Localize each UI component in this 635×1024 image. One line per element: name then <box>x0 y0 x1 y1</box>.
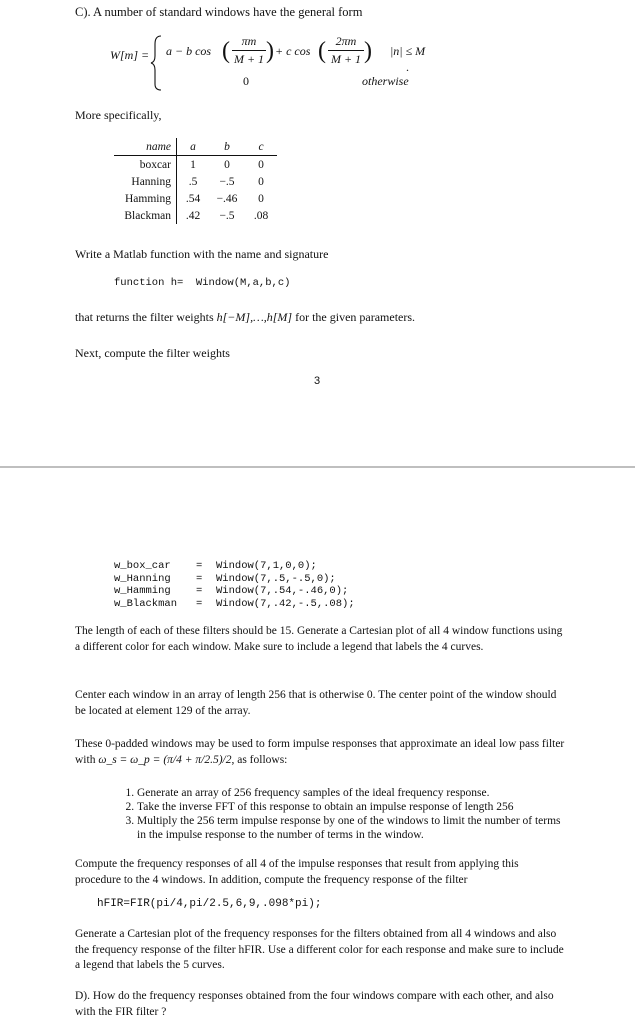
function-signature <box>114 277 290 289</box>
table-cell-b: −.5 <box>219 209 235 222</box>
table-header-name: name <box>114 138 177 156</box>
code-var: w_Hanning <box>114 572 171 585</box>
table-cell-name: Hamming <box>114 190 177 207</box>
para-padded-1: These 0-padded windows may be used to form impulse responses that approximate an ideal low pass filter with <box>75 738 565 766</box>
para-compute: Compute the frequency responses of all 4 of the impulse responses that result from applying this procedure to the 4 windows. In addition, compute the frequency response of the filter <box>75 858 519 886</box>
formula-row2-zero: 0 <box>243 74 249 88</box>
fir-code: hFIR=FIR(pi/4,pi/2.5,6,9,.098*pi); <box>97 898 322 910</box>
table-cell-a: .42 <box>185 209 201 222</box>
step-item: 1. Generate an array of 256 frequency samples of the ideal frequency response. <box>137 786 567 800</box>
code-line <box>114 560 355 573</box>
table-header-row <box>114 138 277 156</box>
code-line <box>114 585 355 598</box>
table-cell-a: 1 <box>190 158 196 171</box>
code-call: Window(7,1,0,0); <box>216 560 317 572</box>
table-header-a: a <box>190 140 196 153</box>
window-code-block <box>114 560 355 610</box>
signature-keyword: function h= <box>114 277 184 289</box>
table-cell-c: 0 <box>258 192 264 205</box>
window-table <box>114 138 277 224</box>
paren-close-2: ) <box>364 38 372 64</box>
para-padded <box>75 737 565 768</box>
table-cell-c: .08 <box>253 209 269 222</box>
paren-open-1: ( <box>222 38 230 64</box>
table-cell-c: 0 <box>258 175 264 188</box>
frac1-num: πm <box>241 34 257 48</box>
signature-call: Window(M,a,b,c) <box>195 277 291 289</box>
table-row <box>114 190 277 207</box>
code-call: Window(7,.42,-.5,.08); <box>216 597 355 610</box>
code-eq: = <box>196 572 203 585</box>
returns-math: h[−M],…,h[M] <box>216 310 293 324</box>
frac2-den: M + 1 <box>330 52 362 66</box>
code-line <box>114 573 355 586</box>
table-header-b: b <box>224 140 230 153</box>
formula-condition: |n| ≤ M <box>390 44 426 58</box>
step-item: 3. Multiply the 256 term impulse response by one of the windows to limit the number of terms in the impulse response to the number of terms in the window. <box>137 814 567 842</box>
code-var: w_Hamming <box>114 585 171 597</box>
para-padded-math: ω_s = ω_p = (π/4 + π/2.5)/2 <box>98 753 232 766</box>
returns-text-2: for the given parameters. <box>295 310 416 324</box>
table-cell-b: −.46 <box>216 192 238 205</box>
code-line <box>114 598 355 611</box>
formula-period: . <box>406 60 409 74</box>
returns-text <box>75 310 415 325</box>
table-row <box>114 207 277 224</box>
formula-otherwise: otherwise <box>362 74 409 88</box>
table-header-c: c <box>258 140 264 153</box>
para-padded-2: , as follows: <box>231 753 288 766</box>
table-row <box>114 173 277 190</box>
part-c-heading: C). A number of standard windows have the general form <box>75 5 363 19</box>
code-eq: = <box>196 597 203 610</box>
table-row <box>114 156 277 174</box>
more-specifically: More specifically, <box>75 108 162 122</box>
code-eq: = <box>196 560 203 572</box>
frac1-bar <box>232 50 266 51</box>
code-eq: = <box>196 585 203 597</box>
code-var: w_box_car <box>114 560 171 572</box>
table-cell-name: boxcar <box>114 156 177 174</box>
frac2-num: 2πm <box>335 34 357 48</box>
returns-text-1: that returns the filter weights <box>75 310 214 324</box>
paren-open-2: ( <box>318 38 326 64</box>
table-cell-c: 0 <box>258 158 264 171</box>
para-generate: Generate a Cartesian plot of the frequency responses for the filters obtained from all 4 windows and also the frequency response of the filter hFIR. Use a different color for each response and make sure to include a legend that labels the 5 curves. <box>75 928 564 971</box>
next-compute-text: Next, compute the filter weights <box>75 346 230 360</box>
frac2-bar <box>328 50 364 51</box>
table-cell-name: Hanning <box>114 173 177 190</box>
table-cell-b: 0 <box>224 158 230 171</box>
paren-close-1: ) <box>266 38 274 64</box>
code-call: Window(7,.5,-.5,0); <box>216 572 336 585</box>
frac1-den: M + 1 <box>233 52 265 66</box>
page-number: 3 <box>314 375 321 387</box>
code-var: w_Blackman <box>114 597 178 610</box>
para-length: The length of each of these filters should be 15. Generate a Cartesian plot of all 4 window functions using a different color for each window. Make sure to include a legend that labels the 4 curves. <box>75 625 563 653</box>
table-cell-a: .5 <box>188 175 198 188</box>
part-d-question: D). How do the frequency responses obtained from the four windows compare with each other, and also with the FIR filter ? <box>75 990 554 1018</box>
formula-lhs: W[m] = <box>110 48 150 62</box>
window-formula <box>100 30 426 90</box>
formula-brace <box>150 34 164 92</box>
table-cell-name: Blackman <box>114 207 177 224</box>
code-call: Window(7,.54,-.46,0); <box>216 585 349 597</box>
table-cell-b: −.5 <box>219 175 235 188</box>
para-center: Center each window in an array of length 256 that is otherwise 0. The center point of the window should be located at element 129 of the array. <box>75 689 557 717</box>
formula-plus-ccos: + c cos <box>275 44 311 58</box>
table-cell-a: .54 <box>185 192 201 205</box>
steps-list <box>117 786 567 842</box>
formula-a-minus-bcos: a − b cos <box>166 44 212 58</box>
step-item: 2. Take the inverse FFT of this response to obtain an impulse response of length 256 <box>137 800 567 814</box>
page-divider <box>0 466 635 468</box>
write-function-text: Write a Matlab function with the name and signature <box>75 247 329 261</box>
